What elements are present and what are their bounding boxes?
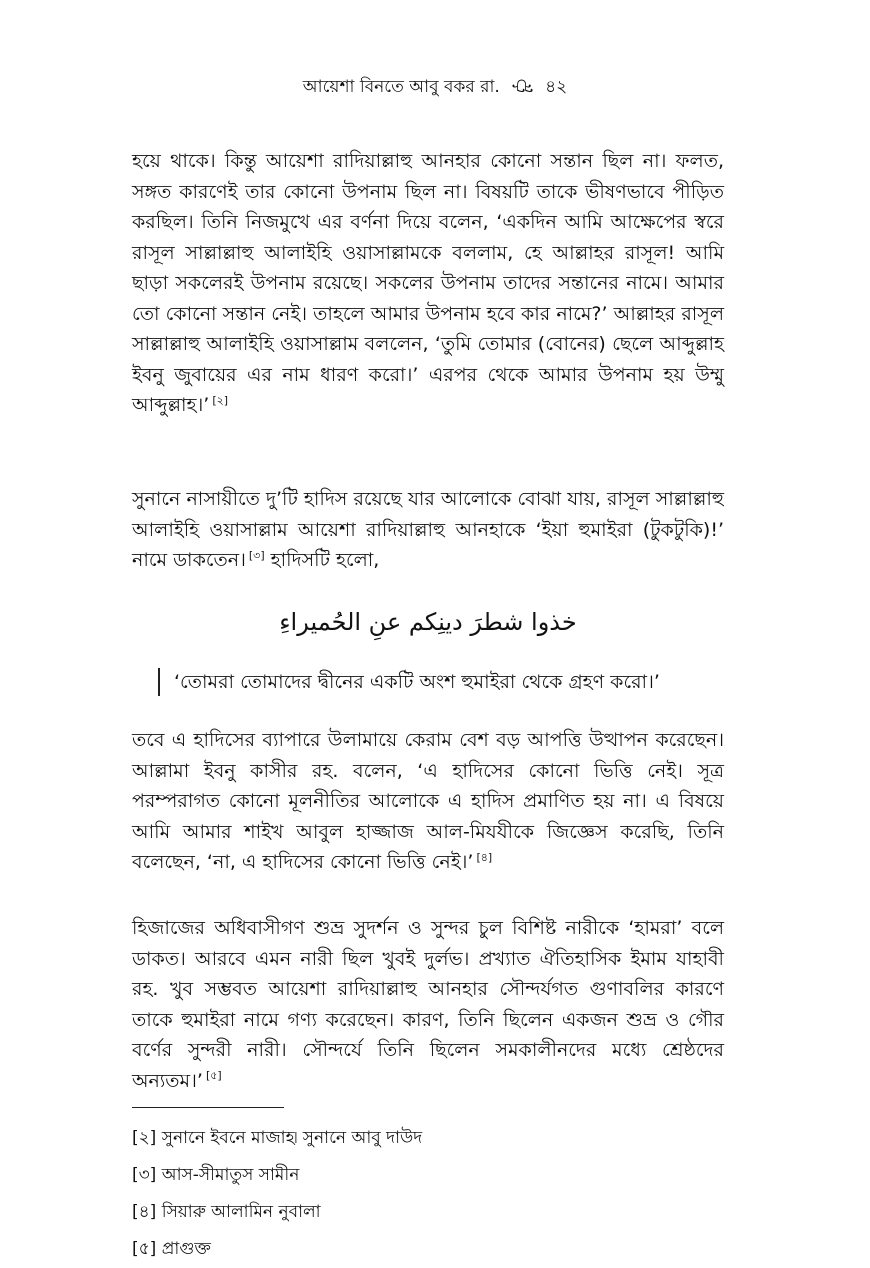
paragraph-text: হিজাজের অধিবাসীগণ শুভ্র সুদর্শন ও সুন্দর চুল বিশিষ্ট নারীকে ‘হামরা’ বলে ডাকত। আরবে এমন নারী ছিল খুবই দুর্লভ। প্রখ্যাত ঐতিহাসিক ইমাম যাহাবী রহ. খুব সম্ভবত আয়েশা রাদিয়াল্লাহু আনহার সৌন্দর্যগত গুণাবলির কারণে তাকে হুমাইরা নামে গণ্য করেছেন। কারণ, তিনি ছিলেন একজন শুভ্র ও গৌর বর্ণের সুন্দরী নারী। সৌন্দর্যে তিনি ছিলেন সমকালীনদের মধ্যে শ্রেষ্ঠদের অন্যতম।’ [132,917,724,1092]
paragraph-2 [132,484,724,576]
paragraph-text: তবে এ হাদিসের ব্যাপারে উলামায়ে কেরাম বেশ বড় আপত্তি উত্থাপন করেছেন। আল্লামা ইবনু কাসীর রহ. বলেন, ‘এ হাদিসের কোনো ভিত্তি নেই। সূত্র পরম্পরাগত কোনো মূলনীতির আলোকে এ হাদিস প্রমাণিত হয় না। এ বিষয়ে আমি আমার শাইখ আবুল হাজ্জাজ আল-মিযযীকে জিজ্ঞেস করেছি, তিনি বলেছেন, ‘না, এ হাদিসের কোনো ভিত্তি নেই।’ [132,729,724,873]
running-head [0,74,870,100]
footnote-divider [132,1107,284,1108]
paragraph-text-after: হাদিসটি হলো, [264,549,380,571]
footnote-3: [৩] আস-সীমাতুস সামীন [132,1165,300,1185]
page-number: ৪২ [545,77,568,97]
paragraph-3 [132,725,724,878]
footnote-ref-4[interactable]: [৪] [476,850,493,864]
paragraph-4 [132,913,724,1096]
footnotes [132,1120,724,1268]
running-head-separator: ꘐ [511,77,534,97]
arabic-hadith: خذوا شطرَ دينِكم عنِ الحُميراءِ [279,608,577,636]
footnote-ref-3[interactable]: [৩] [248,548,265,562]
footnote-ref-5[interactable]: [৫] [205,1069,222,1083]
paragraph-1 [132,146,724,421]
footnote-ref-2[interactable]: [২] [212,393,229,407]
translation-quote: ‘তোমরা তোমাদের দ্বীনের একটি অংশ হুমাইরা থেকে গ্রহণ করো।’ [158,668,734,696]
paragraph-text: হয়ে থাকে। কিন্তু আয়েশা রাদিয়াল্লাহু আনহার কোনো সন্তান ছিল না। ফলত, সঙ্গত কারণেই তার কোনো উপনাম ছিল না। বিষয়টি তাকে ভীষণভাবে পীড়িত করছিল। তিনি নিজমুখে এর বর্ণনা দিয়ে বলেন, ‘একদিন আমি আক্ষেপের স্বরে রাসূল সাল্লাল্লাহু আলাইহি ওয়াসাল্লামকে বললাম, হে আল্লাহর রাসূল! আমি ছাড়া সকলেরই উপনাম রয়েছে। সকলের উপনাম তাদের সন্তানের নামে। আমার তো কোনো সন্তান নেই। তাহলে আমার উপনাম হবে কার নামে?’ আল্লাহর রাসূল সাল্লাল্লাহু আলাইহি ওয়াসাল্লাম বললেন, ‘তুমি তোমার (বোনের) ছেলে আব্দুল্লাহ ইবনু জুবায়ের এর নাম ধারণ করো।’ এরপর থেকে আমার উপনাম হয় উম্মু আব্দুল্লাহ।’ [132,150,724,416]
running-head-title: আয়েশা বিনতে আবু বকর রা. [302,77,500,97]
footnote-5: [৫] প্রাগুক্ত [132,1239,211,1259]
footnote-2: [২] সুনানে ইবনে মাজাহ৷ সুনানে আবু দাউদ [132,1128,423,1148]
paragraph-text: সুনানে নাসায়ীতে দু’টি হাদিস রয়েছে যার আলোকে বোঝা যায়, রাসূল সাল্লাল্লাহু আলাইহি ওয়াসাল্লাম আয়েশা রাদিয়াল্লাহু আনহাকে ‘ইয়া হুমাইরা (টুকটুকি)!’ নামে ডাকতেন। [132,488,724,571]
footnote-4: [৪] সিয়ারু আলামিন নুবালা [132,1202,321,1222]
